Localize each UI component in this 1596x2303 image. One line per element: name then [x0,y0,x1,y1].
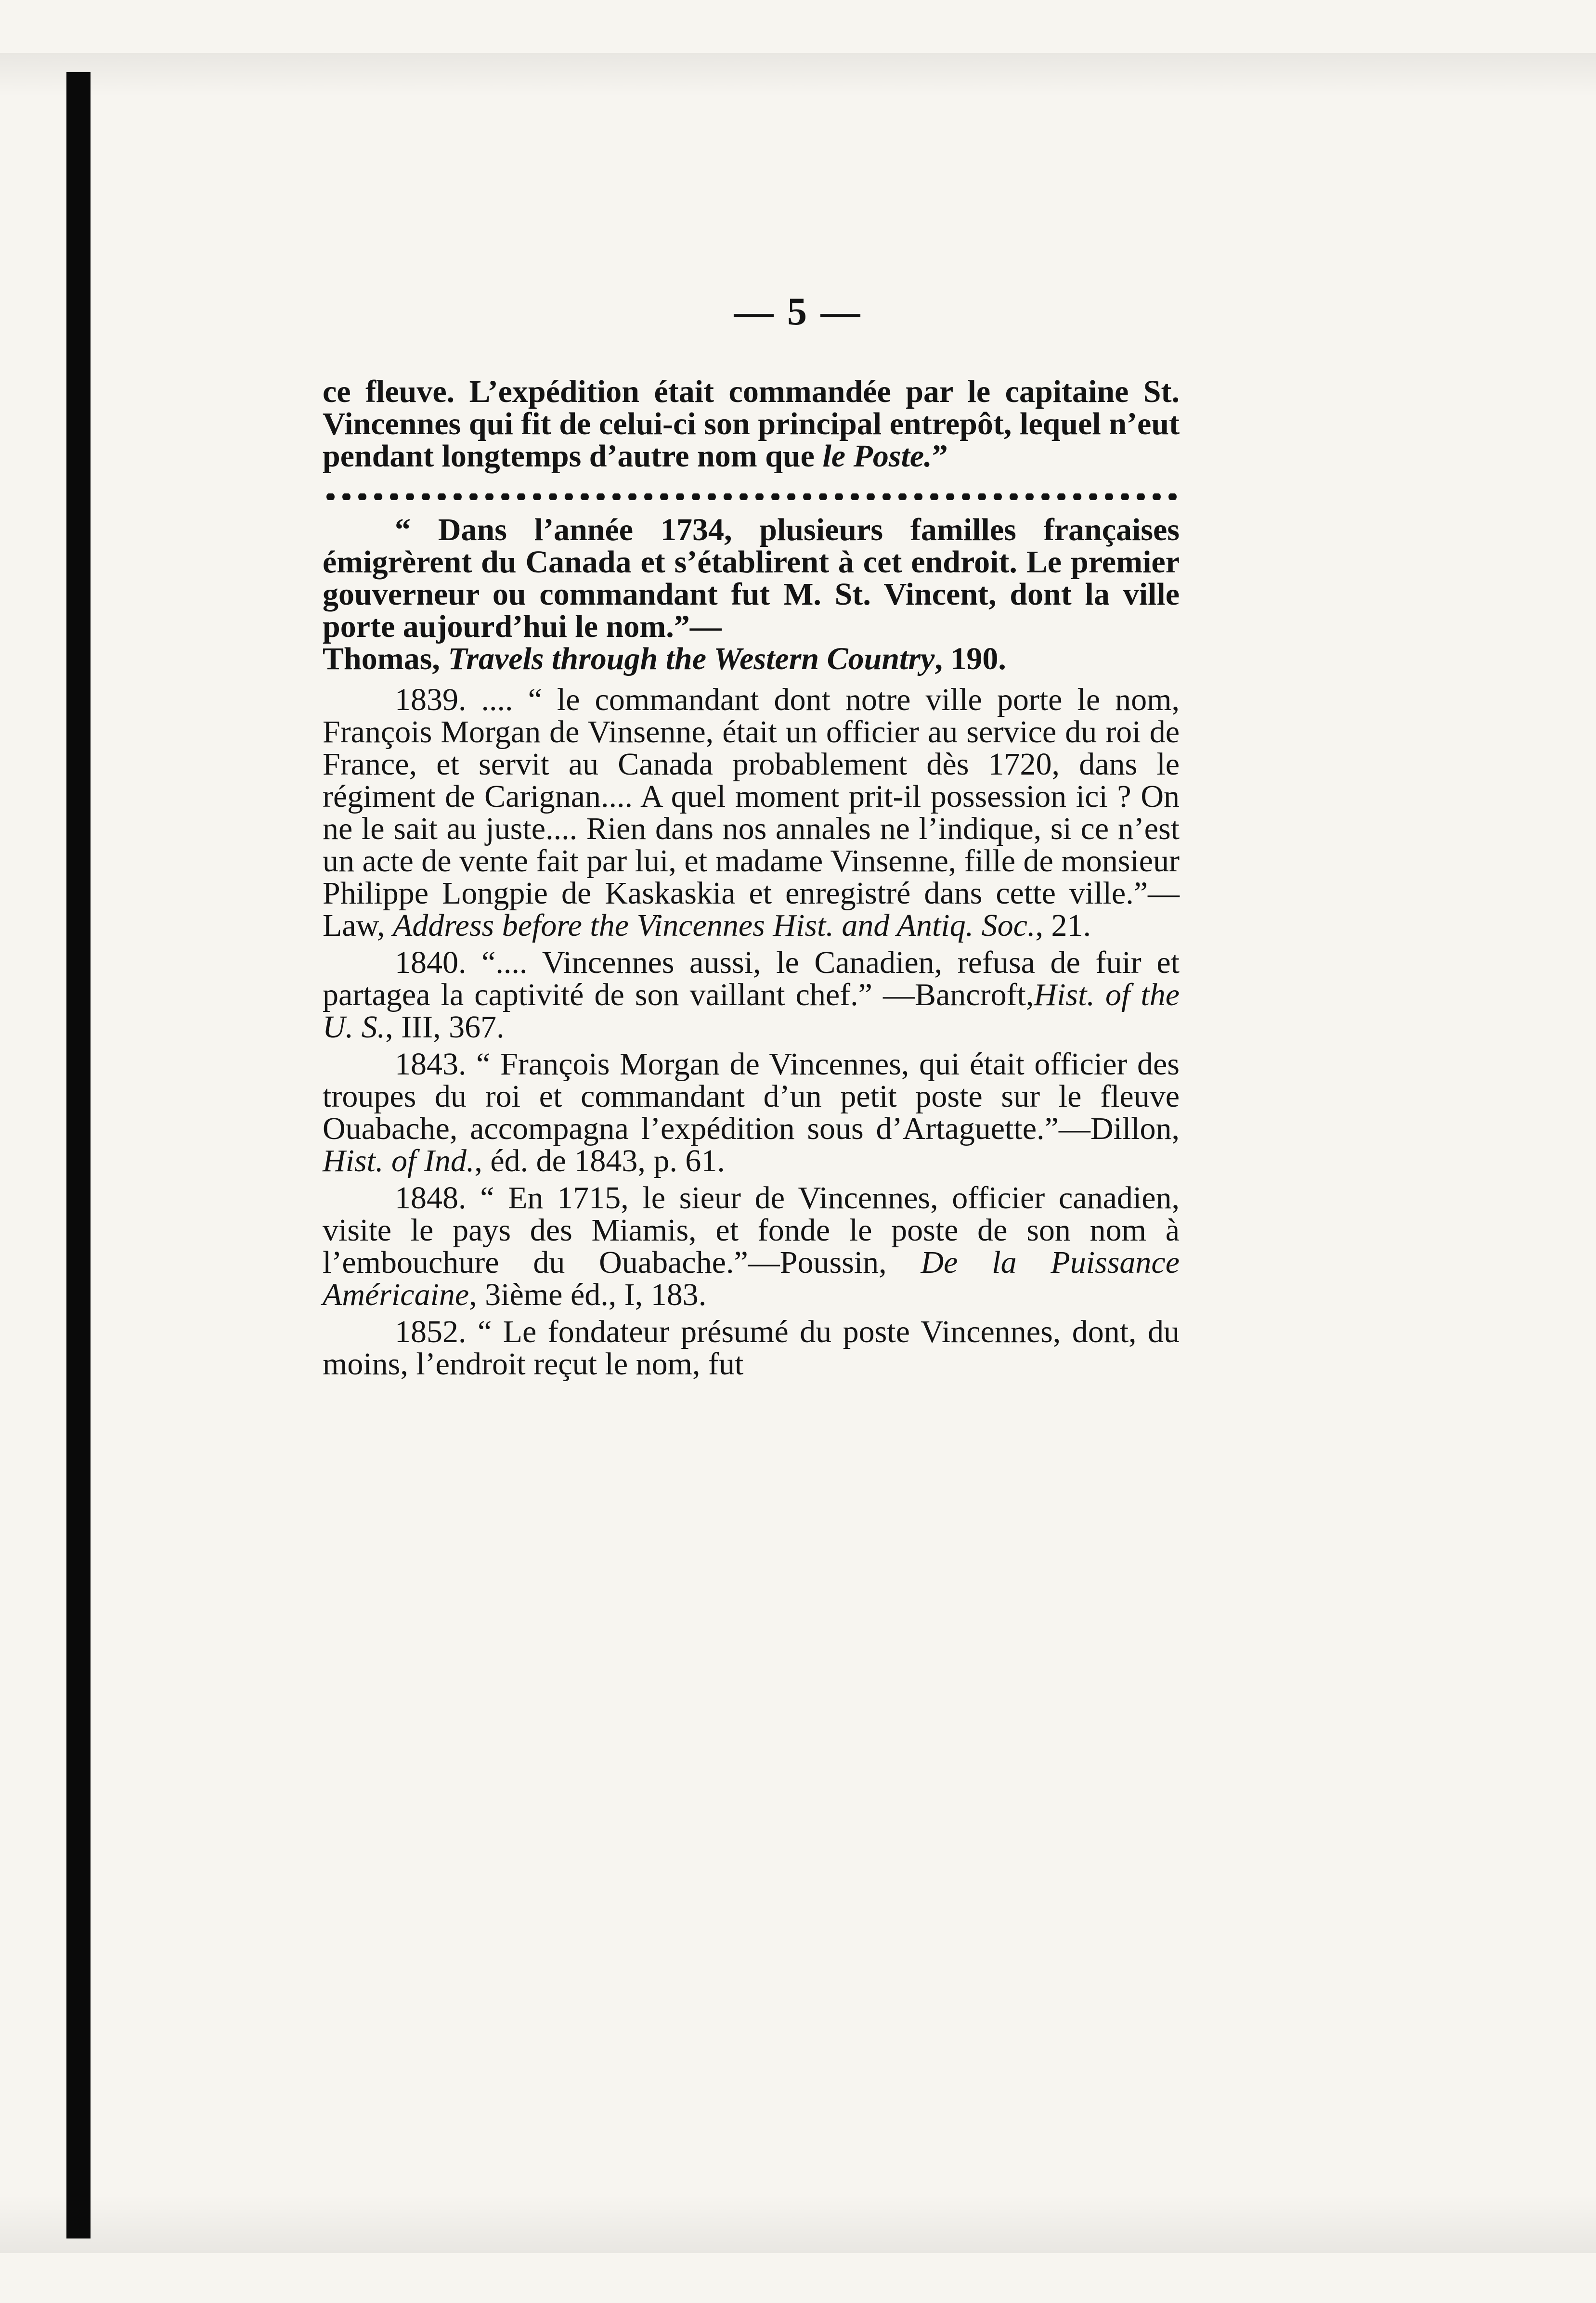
entry-text: .... “ le commandant dont notre ville porte le nom, François Morgan de Vinsenne, était un officier au service du roi de France, et servit au Canada probablement dès 1720, dans le régiment de Carignan.... A quel moment prit-il possession ici ? On ne le sait au juste.... Rien dans nos annales ne l’indique, si ce n’est un acte de vente fait par lui, et madame Vinsenne, fille de monsieur Philippe Longpie de Kaskaskia et enregistré dans cette ville.”—Law, [323,682,1180,943]
entry-year: 1840. [395,945,467,980]
quote-1734-text: “ Dans l’année 1734, plusieurs familles françaises émigrèrent du Canada et s’établirent à cet endroit. Le premier gouverneur ou commandant fut M. St. Vincent, dont la ville porte aujourd’hui le nom.”— [323,512,1180,644]
opening-text: ce fleuve. L’expédition était commandée par le capitaine St. Vincennes qui fit de celui-ci son principal entrepôt, lequel n’eut pendant longtemps d’autre nom que [323,374,1180,474]
entry-source-rest: , éd. de 1843, p. 61. [474,1143,725,1178]
entry-year: 1852. [395,1314,467,1349]
entry-1840 [323,946,1180,1043]
binding-edge [66,72,91,2238]
entry-source-rest: , 21. [1035,908,1091,943]
quote-1734 [323,514,1180,675]
page-body [323,375,1180,1380]
page-number: — 5 — [734,289,862,333]
scan-shadow-bottom [0,2195,1596,2253]
scan-shadow-top [0,53,1596,96]
entry-year: 1848. [395,1180,467,1216]
entry-text: “ Le fondateur présumé du poste Vincennes, dont, du moins, l’endroit reçut le nom, fut [323,1314,1180,1382]
entry-text: “.... Vincennes aussi, le Canadien, refusa de fuir et partagea la captivité de son vaillant chef.” —Bancroft, [323,945,1180,1012]
entry-source-title: Hist. of Ind. [323,1143,475,1178]
entry-text: “ François Morgan de Vincennes, qui était officier des troupes du roi et commandant d’un petit poste sur le fleuve Ouabache, accompagna l’expédition sous d’Artaguette.”—Dillon, [323,1047,1180,1146]
quote-1734-page: , 190. [934,641,1006,676]
entry-1843 [323,1048,1180,1177]
entry-source-title: Hist. of the U. S. [323,977,1180,1045]
entry-1848 [323,1182,1180,1311]
entry-source-title: De la Puissance Américaine [323,1245,1180,1312]
entry-year: 1839. [395,682,467,717]
entry-1852 [323,1316,1180,1380]
entry-source-rest: , III, 367. [385,1009,505,1045]
quote-1734-title: Travels through the Western Country [448,641,935,676]
entry-1839 [323,684,1180,942]
entry-source-rest: , 3ième éd., I, 183. [469,1277,707,1312]
entry-year: 1843. [395,1047,467,1082]
opening-paragraph [323,375,1180,472]
quote-1734-author: Thomas, [323,641,448,676]
opening-italic: le Poste. [822,439,932,474]
dotted-separator [323,493,1180,500]
opening-closing-quote: ” [932,439,948,474]
entry-source-title: Address before the Vincennes Hist. and Antiq. Soc. [393,908,1036,943]
entry-text: “ En 1715, le sieur de Vincennes, officier canadien, visite le pays des Miamis, et fonde le poste de son nom à l’embouchure du Ouabache.”—Poussin, [323,1180,1180,1280]
